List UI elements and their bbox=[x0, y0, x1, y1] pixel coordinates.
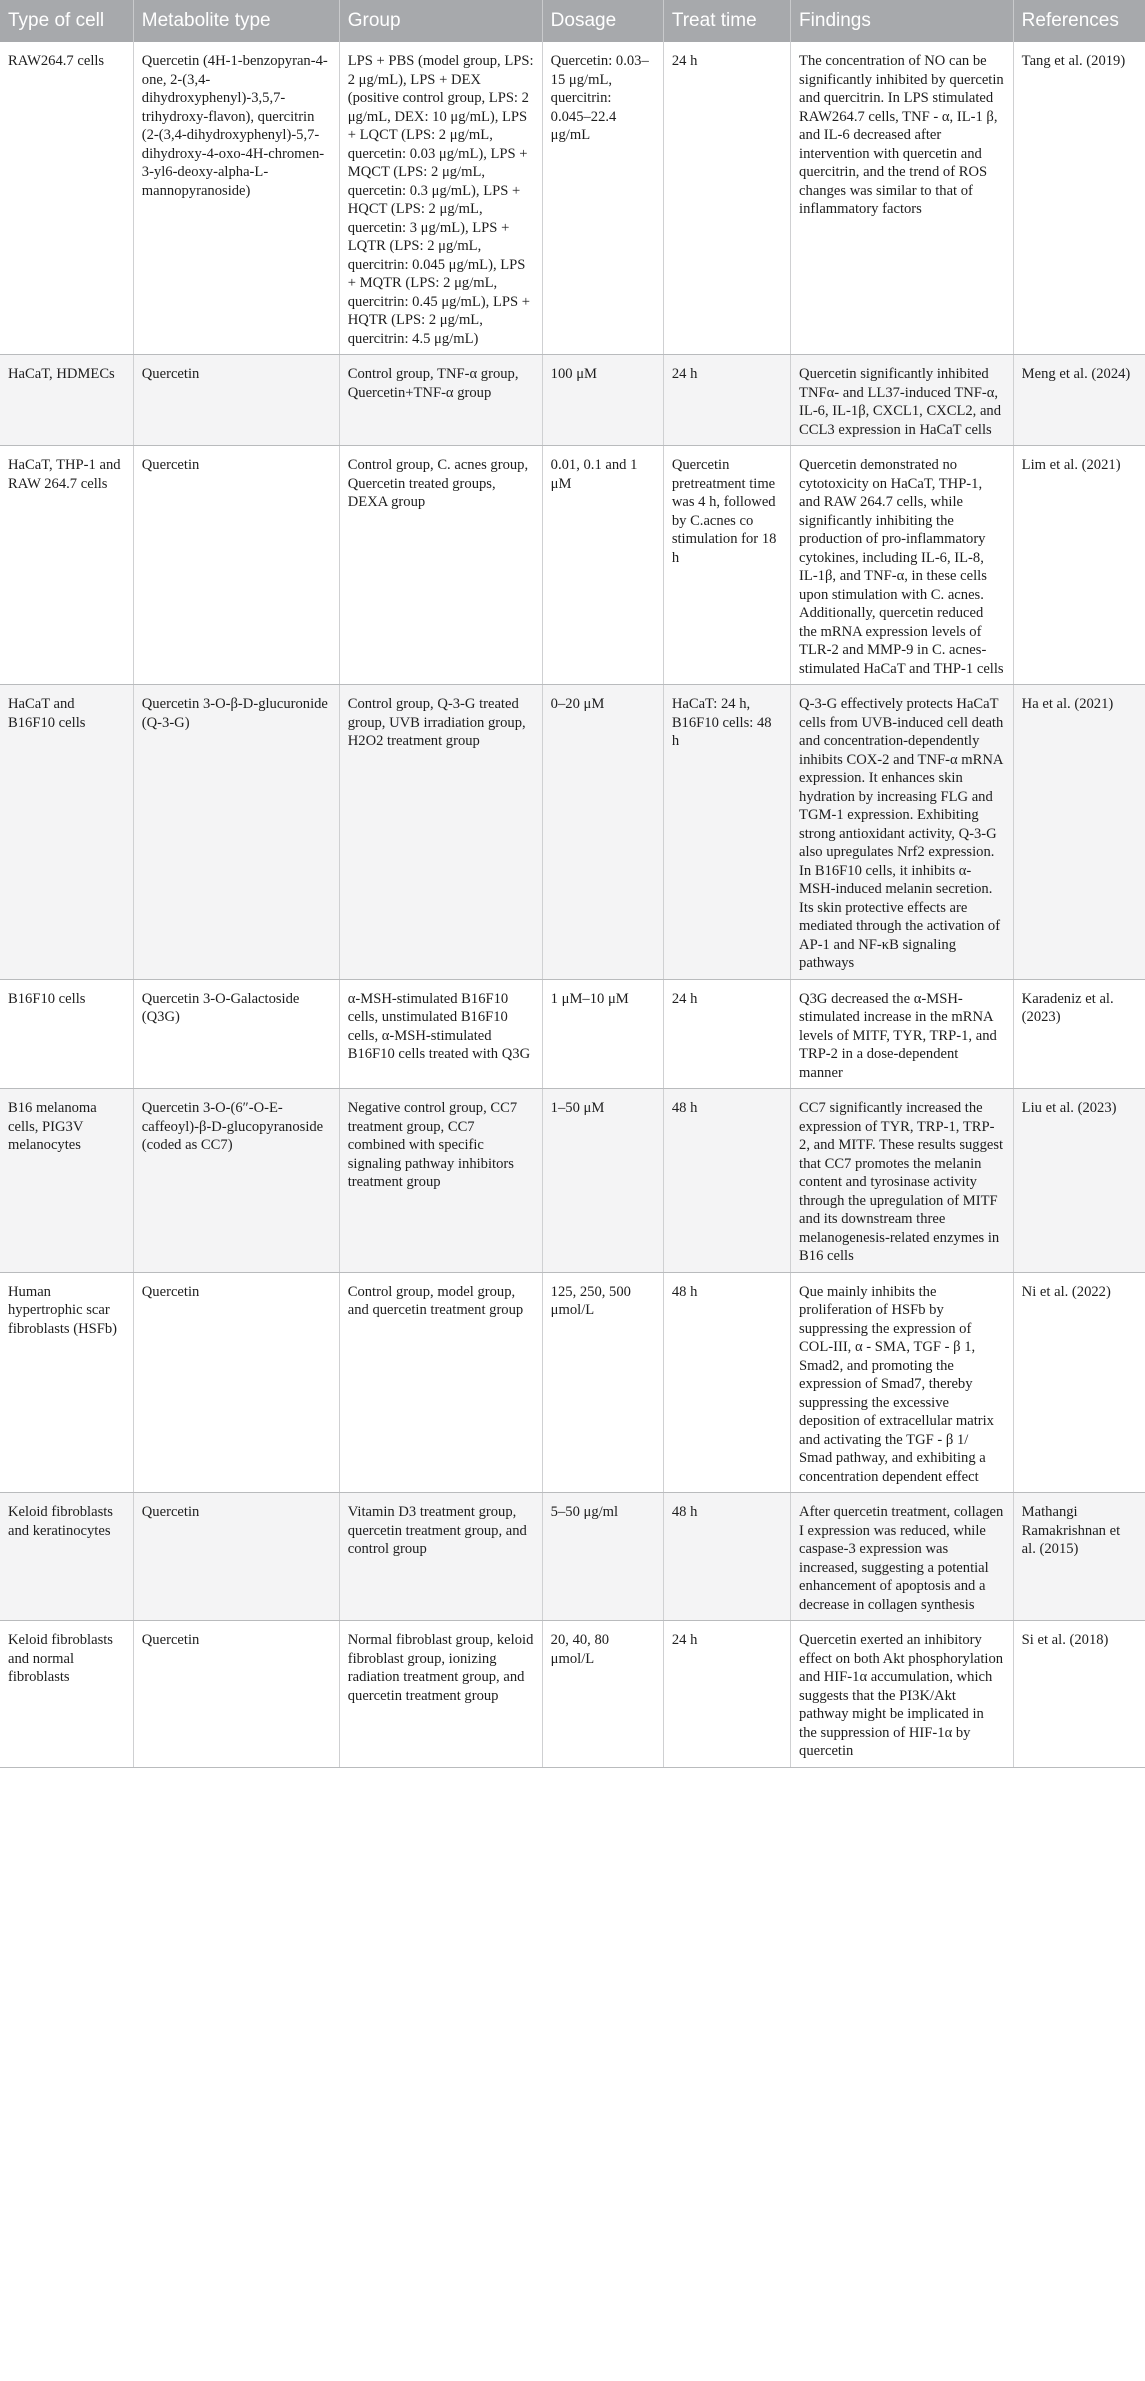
cell-reference: Mathangi Ramakrishnan et al. (2015) bbox=[1013, 1493, 1145, 1621]
cell-treat-time: 24 h bbox=[663, 355, 790, 446]
table-row bbox=[0, 685, 1145, 980]
cell-dosage: 0–20 μM bbox=[542, 685, 663, 980]
cell-group: Vitamin D3 treatment group, quercetin treatment group, and control group bbox=[339, 1493, 542, 1621]
cell-group: Negative control group, CC7 treatment group, CC7 combined with specific signaling pathway inhibitors treatment group bbox=[339, 1089, 542, 1273]
cell-treat-time: HaCaT: 24 h, B16F10 cells: 48 h bbox=[663, 685, 790, 980]
cell-treat-time: 24 h bbox=[663, 42, 790, 355]
table-row bbox=[0, 355, 1145, 446]
table-row bbox=[0, 1089, 1145, 1273]
header-group: Group bbox=[339, 0, 542, 42]
cell-group: Normal fibroblast group, keloid fibroblast group, ionizing radiation treatment group, and quercetin treatment group bbox=[339, 1621, 542, 1768]
table-row bbox=[0, 446, 1145, 685]
cell-treat-time: 24 h bbox=[663, 1621, 790, 1768]
cell-group: Control group, C. acnes group, Quercetin treated groups, DEXA group bbox=[339, 446, 542, 685]
cell-type: B16 melanoma cells, PIG3V melanocytes bbox=[0, 1089, 133, 1273]
cell-treat-time: 48 h bbox=[663, 1272, 790, 1493]
cell-reference: Karadeniz et al. (2023) bbox=[1013, 979, 1145, 1089]
cell-findings: Quercetin exerted an inhibitory effect on both Akt phosphorylation and HIF-1α accumulation, which suggests that the PI3K/Akt pathway might be implicated in the suppression of HIF-1α by quercetin bbox=[791, 1621, 1014, 1768]
cell-findings: The concentration of NO can be significantly inhibited by quercetin and quercitrin. In LPS stimulated RAW264.7 cells, TNF - α, IL-1 β, and IL-6 decreased after intervention with quercetin and quercitrin, and the trend of ROS changes was similar to that of inflammatory factors bbox=[791, 42, 1014, 355]
header-references: References bbox=[1013, 0, 1145, 42]
cell-reference: Liu et al. (2023) bbox=[1013, 1089, 1145, 1273]
cell-reference: Lim et al. (2021) bbox=[1013, 446, 1145, 685]
header-metabolite-type: Metabolite type bbox=[133, 0, 339, 42]
cell-metabolite: Quercetin bbox=[133, 446, 339, 685]
cell-reference: Ni et al. (2022) bbox=[1013, 1272, 1145, 1493]
cell-treat-time: 48 h bbox=[663, 1493, 790, 1621]
cell-type: HaCaT, HDMECs bbox=[0, 355, 133, 446]
cell-findings: CC7 significantly increased the expression of TYR, TRP-1, TRP-2, and MITF. These results suggest that CC7 promotes the melanin content and tyrosinase activity through the upregulation of MITF and its downstream three melanogenesis-related enzymes in B16 cells bbox=[791, 1089, 1014, 1273]
cell-type: Keloid fibroblasts and normal fibroblasts bbox=[0, 1621, 133, 1768]
table-row bbox=[0, 979, 1145, 1089]
cell-findings: Quercetin significantly inhibited TNFα- and LL37-induced TNF-α, IL-6, IL-1β, CXCL1, CXCL2, and CCL3 expression in HaCaT cells bbox=[791, 355, 1014, 446]
cell-findings: Q3G decreased the α-MSH-stimulated increase in the mRNA levels of MITF, TYR, TRP-1, and TRP-2 in a dose-dependent manner bbox=[791, 979, 1014, 1089]
cell-dosage: 1–50 μM bbox=[542, 1089, 663, 1273]
cell-findings: Q-3-G effectively protects HaCaT cells from UVB-induced cell death and concentration-dependently inhibits COX-2 and TNF-α mRNA expression. It enhances skin hydration by increasing FLG and TGM-1 expression. Exhibiting strong antioxidant activity, Q-3-G also upregulates Nrf2 expression. In B16F10 cells, it inhibits α-MSH-induced melanin secretion. Its skin protective effects are mediated through the activation of AP-1 and NF-κB signaling pathways bbox=[791, 685, 1014, 980]
cell-dosage: 5–50 μg/ml bbox=[542, 1493, 663, 1621]
cell-type: HaCaT and B16F10 cells bbox=[0, 685, 133, 980]
cell-reference: Ha et al. (2021) bbox=[1013, 685, 1145, 980]
header-dosage: Dosage bbox=[542, 0, 663, 42]
cell-findings: Que mainly inhibits the proliferation of HSFb by suppressing the expression of COL-III, α - SMA, TGF - β 1, Smad2, and promoting the expression of Smad7, thereby suppressing the excessive deposition of extracellular matrix and activating the TGF - β 1/ Smad pathway, and exhibiting a concentration dependent effect bbox=[791, 1272, 1014, 1493]
cell-findings: After quercetin treatment, collagen I expression was reduced, while caspase-3 expression was increased, suggesting a potential enhancement of apoptosis and a decrease in collagen synthesis bbox=[791, 1493, 1014, 1621]
cell-dosage: 125, 250, 500 μmol/L bbox=[542, 1272, 663, 1493]
cell-metabolite: Quercetin bbox=[133, 1621, 339, 1768]
cell-metabolite: Quercetin 3-O-β-D-glucuronide (Q-3-G) bbox=[133, 685, 339, 980]
cell-treat-time: 48 h bbox=[663, 1089, 790, 1273]
cell-dosage: 100 μM bbox=[542, 355, 663, 446]
cell-group: LPS + PBS (model group, LPS: 2 μg/mL), LPS + DEX (positive control group, LPS: 2 μg/mL, DEX: 10 μg/mL), LPS + LQCT (LPS: 2 μg/mL, quercetin: 0.03 μg/mL), LPS + MQCT (LPS: 2 μg/mL, quercetin: 0.3 μg/mL), LPS + HQCT (LPS: 2 μg/mL, quercetin: 3 μg/mL), LPS + LQTR (LPS: 2 μg/mL, quercitrin: 0.045 μg/mL), LPS + MQTR (LPS: 2 μg/mL, quercitrin: 0.45 μg/mL), LPS + HQTR (LPS: 2 μg/mL, quercitrin: 4.5 μg/mL) bbox=[339, 42, 542, 355]
table-row bbox=[0, 1272, 1145, 1493]
cell-findings: Quercetin demonstrated no cytotoxicity on HaCaT, THP-1, and RAW 264.7 cells, while significantly inhibiting the production of pro-inflammatory cytokines, including IL-6, IL-8, IL-1β, and TNF-α, in these cells upon stimulation with C. acnes. Additionally, quercetin reduced the mRNA expression levels of TLR-2 and MMP-9 in C. acnes-stimulated HaCaT and THP-1 cells bbox=[791, 446, 1014, 685]
cell-metabolite: Quercetin (4H-1-benzopyran-4-one, 2-(3,4-dihydroxyphenyl)-3,5,7-trihydroxy-flavon), quercitrin (2-(3,4-dihydroxyphenyl)-5,7-dihydroxy-4-oxo-4H-chromen-3-yl6-deoxy-alpha-L-mannopyranoside) bbox=[133, 42, 339, 355]
cell-metabolite: Quercetin 3-O-Galactoside (Q3G) bbox=[133, 979, 339, 1089]
cell-treat-time: 24 h bbox=[663, 979, 790, 1089]
cell-group: Control group, model group, and quercetin treatment group bbox=[339, 1272, 542, 1493]
cell-dosage: 20, 40, 80 μmol/L bbox=[542, 1621, 663, 1768]
cell-treat-time: Quercetin pretreatment time was 4 h, followed by C.acnes co stimulation for 18 h bbox=[663, 446, 790, 685]
header-findings: Findings bbox=[791, 0, 1014, 42]
cell-type: B16F10 cells bbox=[0, 979, 133, 1089]
cell-reference: Tang et al. (2019) bbox=[1013, 42, 1145, 355]
cell-dosage: 1 μM–10 μM bbox=[542, 979, 663, 1089]
cell-reference: Meng et al. (2024) bbox=[1013, 355, 1145, 446]
cell-type: Human hypertrophic scar fibroblasts (HSFb) bbox=[0, 1272, 133, 1493]
table-row bbox=[0, 1621, 1145, 1768]
cell-dosage: 0.01, 0.1 and 1 μM bbox=[542, 446, 663, 685]
cell-group: α-MSH-stimulated B16F10 cells, unstimulated B16F10 cells, α-MSH-stimulated B16F10 cells treated with Q3G bbox=[339, 979, 542, 1089]
cell-dosage: Quercetin: 0.03–15 μg/mL, quercitrin: 0.045–22.4 μg/mL bbox=[542, 42, 663, 355]
cell-type: RAW264.7 cells bbox=[0, 42, 133, 355]
cell-metabolite: Quercetin 3-O-(6″-O-E-caffeoyl)-β-D-glucopyranoside (coded as CC7) bbox=[133, 1089, 339, 1273]
cell-type: HaCaT, THP-1 and RAW 264.7 cells bbox=[0, 446, 133, 685]
cell-metabolite: Quercetin bbox=[133, 1272, 339, 1493]
cell-metabolite: Quercetin bbox=[133, 1493, 339, 1621]
header-type-of-cell: Type of cell bbox=[0, 0, 133, 42]
cell-metabolite: Quercetin bbox=[133, 355, 339, 446]
table-row bbox=[0, 42, 1145, 355]
table-header-row bbox=[0, 0, 1145, 42]
cell-group: Control group, TNF-α group, Quercetin+TNF-α group bbox=[339, 355, 542, 446]
cell-reference: Si et al. (2018) bbox=[1013, 1621, 1145, 1768]
table-row bbox=[0, 1493, 1145, 1621]
cell-group: Control group, Q-3-G treated group, UVB irradiation group, H2O2 treatment group bbox=[339, 685, 542, 980]
header-treat-time: Treat time bbox=[663, 0, 790, 42]
cell-type: Keloid fibroblasts and keratinocytes bbox=[0, 1493, 133, 1621]
